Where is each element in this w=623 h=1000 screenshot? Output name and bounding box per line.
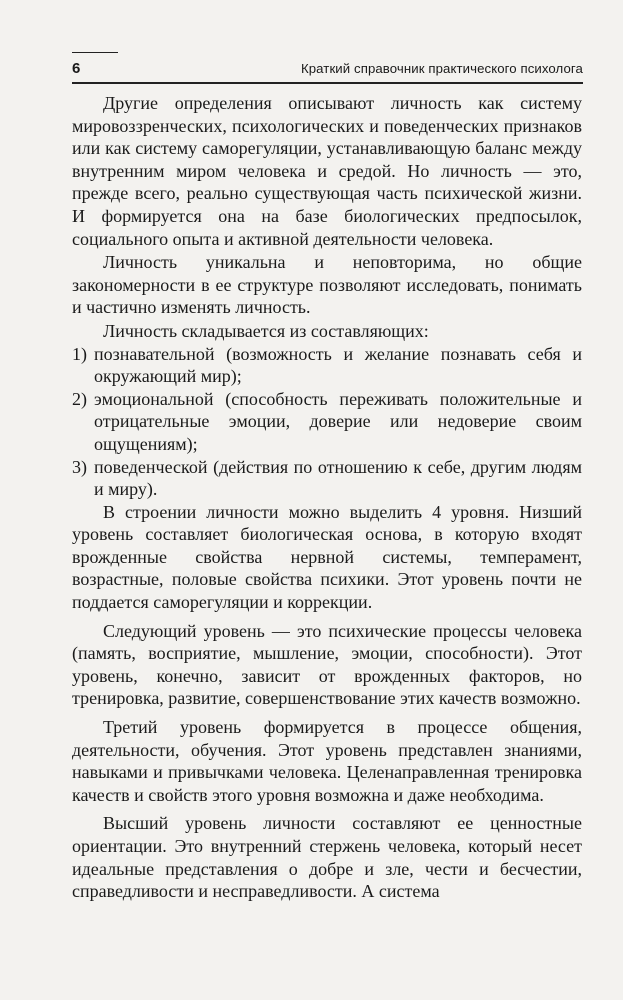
components-list — [72, 343, 582, 501]
body-text — [72, 92, 582, 903]
list-number: 1) — [72, 343, 87, 364]
list-text: эмоциональной (способность переживать положительные и отрицательные эмоции, доверие или недоверие своим ощущениям); — [94, 388, 582, 454]
paragraph-4: В строении личности можно выделить 4 уровня. Низший уровень составляет биологическая основа, в которую входят врожденные свойства нервной системы, темперамент, возрастные, половые свойства психики. Этот уровень почти не поддается саморегуляции и коррекции. — [72, 501, 582, 613]
paragraph-3: Личность складывается из составляющих: — [103, 320, 429, 341]
paragraph-5: Следующий уровень — это психические процессы человека (память, восприятие, мышление, эмоции, способности). Этот уровень, конечно, зависит от врожденных факторов, но тренировка, развитие, совершенствование этих качеств возможно. — [72, 620, 582, 709]
list-text: поведенческой (действия по отношению к себе, другим людям и миру). — [94, 456, 582, 500]
header-short-rule — [72, 52, 118, 53]
paragraph-6: Третий уровень формируется в процессе общения, деятельности, обучения. Этот уровень представлен знаниями, навыками и привычками человека. Целенаправленная тренировка качеств и свойств этого уровня возможна и даже необходима. — [72, 717, 582, 805]
paragraph-2: Личность уникальна и неповторима, но общие закономерности в ее структуре позволяют исследовать, понимать и частично изменять личность. — [72, 252, 582, 318]
list-item — [72, 388, 582, 456]
list-number: 3) — [72, 456, 87, 477]
list-item — [72, 343, 582, 388]
page-number: 6 — [72, 60, 81, 77]
list-text: познавательной (возможность и желание познавать себя и окружающий мир); — [94, 343, 582, 387]
list-number: 2) — [72, 388, 87, 409]
list-item — [72, 456, 582, 501]
running-header — [72, 58, 583, 84]
paragraph-7: Высший уровень личности составляют ее ценностные ориентации. Это внутренний стержень человека, который несет идеальные представления о добре и зле, чести и бесчестии, справедливости и несправедливости. А система — [72, 813, 582, 902]
running-title: Краткий справочник практического психолога — [300, 61, 583, 76]
paragraph-1: Другие определения описывают личность как систему мировоззренческих, психологических и поведенческих признаков или как систему саморегуляции, устанавливающую баланс между внутренним миром человека и средой. Но личность — это, прежде всего, реально существующая часть психической жизни. И формируется она на базе биологических предпосылок, социального опыта и активной деятельности человека. — [72, 93, 582, 249]
